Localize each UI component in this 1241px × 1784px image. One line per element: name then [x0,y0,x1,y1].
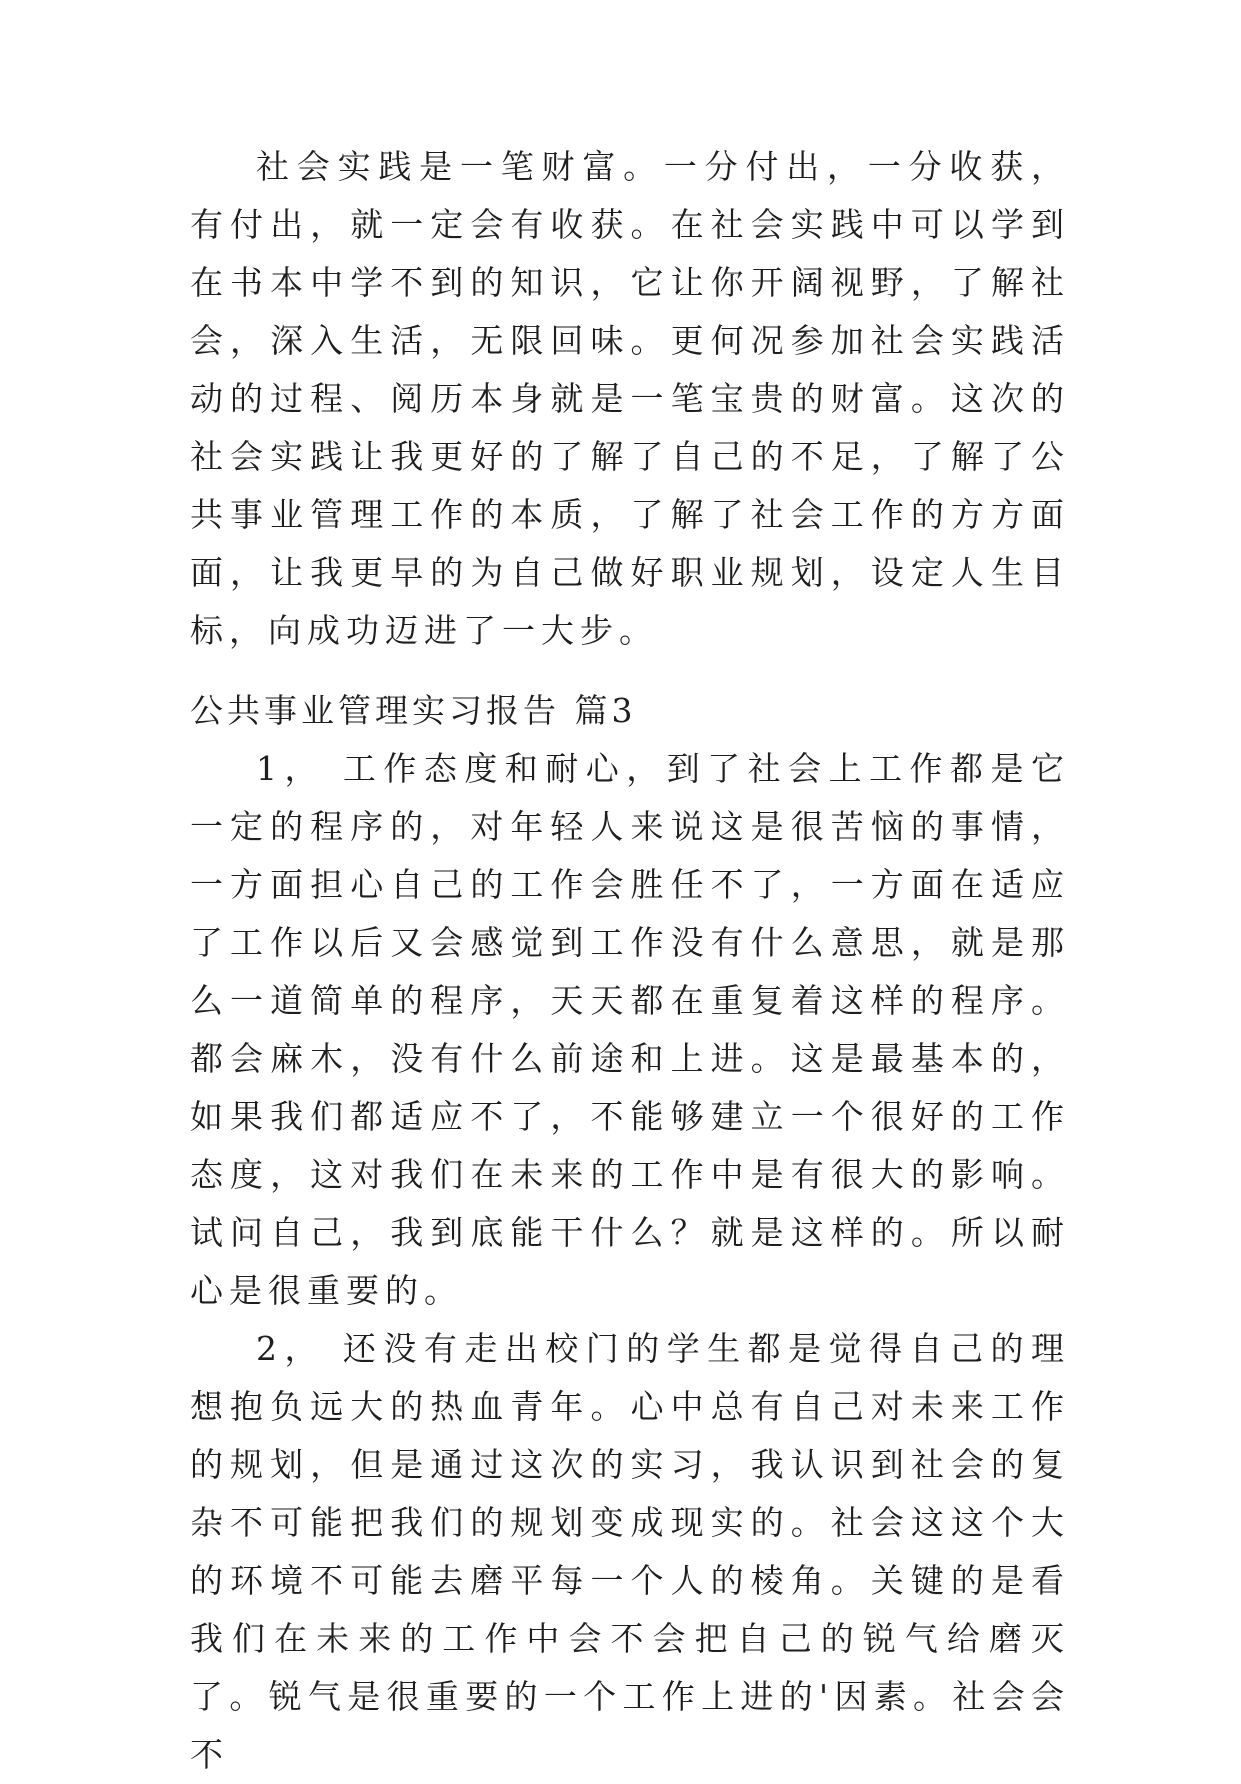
paragraph-item-1: 1， 工作态度和耐心，到了社会上工作都是它一定的程序的，对年轻人来说这是很苦恼的事情，一方面担心自己的工作会胜任不了，一方面在适应了工作以后又会感觉到工作没有什么意思，就是那么一道简单的程序，天天都在重复着这样的程序。都会麻木，没有什么前途和上进。这是最基本的，如果我们都适应不了，不能够建立一个很好的工作态度，这对我们在未来的工作中是有很大的影响。试问自己，我到底能干什么？就是这样的。所以耐心是很重要的。 [190,749,1070,1310]
body-text-top [190,138,1070,660]
paragraph-item-2: 2， 还没有走出校门的学生都是觉得自己的理想抱负远大的热血青年。心中总有自己对未来工作的规划，但是通过这次的实习，我认识到社会的复杂不可能把我们的规划变成现实的。社会这这个大的环境不可能去磨平每一个人的棱角。关键的是看我们在未来的工作中会不会把自己的锐气给磨灭了。锐气是很重要的一个工作上进的'因素。社会会不 [190,1329,1070,1774]
body-text-bottom [190,740,1070,1784]
section-heading: 公共事业管理实习报告 篇3 [190,691,637,730]
paragraph-social-practice: 社会实践是一笔财富。一分付出，一分收获，有付出，就一定会有收获。在社会实践中可以学到在书本中学不到的知识，它让你开阔视野，了解社会，深入生活，无限回味。更何况参加社会实践活动的过程、阅历本身就是一笔宝贵的财富。这次的社会实践让我更好的了解了自己的不足，了解了公共事业管理工作的本质，了解了社会工作的方方面面，让我更早的为自己做好职业规划，设定人生目标，向成功迈进了一大步。 [190,147,1070,650]
